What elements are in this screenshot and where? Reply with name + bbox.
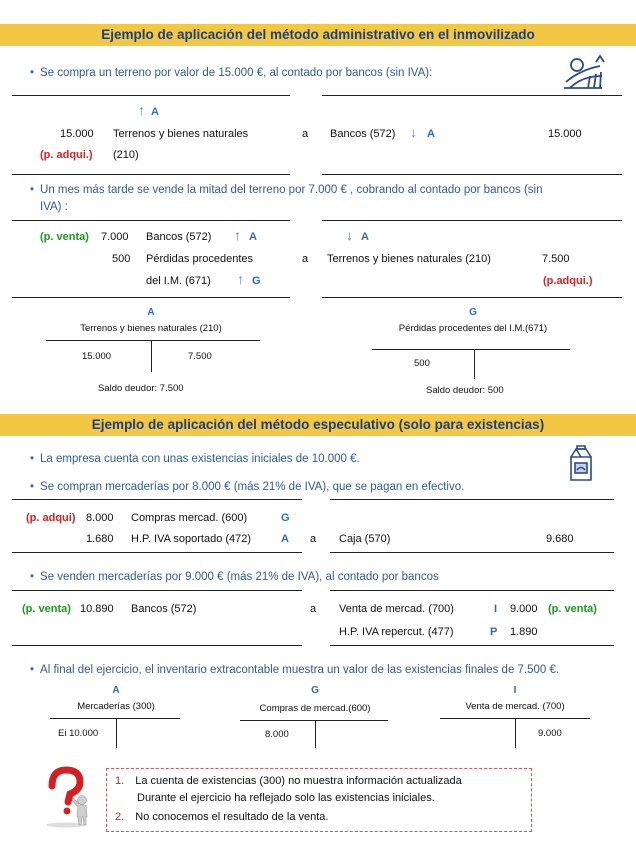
connector-a: a	[310, 603, 317, 615]
account-name: Terrenos y bienes naturales (210)	[327, 253, 491, 265]
t-account-name: Venta de mercad. (700)	[465, 701, 565, 712]
bullet-4: • Se compran mercaderías por 8.000 € (más 21% de IVA), que se pagan en efectivo.	[30, 481, 465, 493]
account-name: Compras mercad. (600)	[131, 512, 248, 524]
letter-p: P	[490, 626, 498, 638]
note-1: 1. La cuenta de existencias (300) no muestra información actualizada	[115, 775, 462, 787]
letter-a: A	[151, 106, 159, 118]
account-name: H.P. IVA soportado (472)	[131, 533, 252, 545]
bullet-1: • Se compra un terreno por valor de 15.000 €, al contado por bancos (sin IVA):	[30, 67, 433, 79]
tag-p-venta: (p. venta)	[548, 603, 597, 615]
connector-a: a	[302, 128, 309, 140]
bullet-6: • Al final del ejercicio, el inventario extracontable muestra un valor de las existencias finales de 7.500 €.	[30, 664, 560, 676]
amount: 15.000	[60, 128, 94, 140]
account-name: del I.M. (671)	[146, 275, 211, 287]
bullet-2-cont: IVA) :	[40, 201, 68, 213]
t-account-balance: Saldo deudor: 7.500	[98, 383, 184, 394]
connector-a: a	[302, 253, 309, 265]
t-account-letter: I	[513, 685, 517, 696]
amount: 7.500	[542, 253, 570, 265]
amount: 9.000	[510, 603, 538, 615]
section1-title: Ejemplo de aplicación del método administrativo en el inmovilizado	[0, 24, 636, 46]
amount: 15.000	[548, 128, 582, 140]
t-account-credit: 9.000	[538, 728, 562, 739]
letter-i: I	[494, 603, 498, 615]
amount: 10.890	[80, 603, 114, 615]
tag-p-venta: (p. venta)	[22, 603, 71, 615]
t-account-letter: G	[469, 307, 477, 318]
land-icon	[560, 52, 606, 92]
arrow-down-icon: ↓	[410, 124, 417, 140]
bullet-3: • La empresa cuenta con unas existencias iniciales de 10.000 €.	[30, 453, 360, 465]
arrow-up-icon: ↑	[234, 227, 241, 243]
arrow-down-icon: ↓	[346, 227, 353, 243]
account-name: Venta de mercad. (700)	[339, 603, 454, 615]
arrow-up-icon: ↑	[237, 271, 244, 287]
amount: 9.680	[546, 533, 574, 545]
letter-a: A	[249, 231, 257, 243]
tag-p-venta: (p. venta)	[40, 231, 89, 243]
letter-a: A	[361, 231, 369, 243]
t-account-name: Mercaderías (300)	[77, 701, 155, 712]
arrow-up-icon: ↑	[138, 102, 145, 118]
bullet-5: • Se venden mercaderías por 9.000 € (más 21% de IVA), al contado por bancos	[30, 571, 439, 583]
t-account-debit: Ei 10.000	[58, 728, 99, 739]
account-code: (210)	[113, 149, 139, 161]
t-account-name: Pérdidas procedentes del I.M.(671)	[398, 323, 548, 334]
letter-a: A	[281, 533, 289, 545]
account-name: Terrenos y bienes naturales	[113, 128, 249, 140]
t-account-debit: 8.000	[265, 729, 289, 740]
t-account-balance: Saldo deudor: 500	[426, 385, 504, 396]
amount: 7.000	[101, 231, 129, 243]
account-name: Bancos (572)	[131, 603, 197, 615]
t-account-name: Compras de mercad.(600)	[259, 703, 371, 714]
account-name: Pérdidas procedentes	[146, 253, 254, 265]
amount: 500	[112, 253, 131, 265]
connector-a: a	[310, 533, 317, 545]
notes-box	[106, 768, 532, 832]
account-name: Caja (570)	[339, 533, 391, 545]
letter-g: G	[281, 512, 290, 524]
t-account-name: Terrenos y bienes naturales (210)	[80, 323, 222, 334]
section2-title: Ejemplo de aplicación del método especulativo (solo para existencias)	[0, 414, 636, 436]
account-name: Bancos (572)	[330, 128, 396, 140]
note-1-cont: Durante el ejercicio ha reflejado solo las existencias iniciales.	[137, 792, 435, 804]
tag-p-adqui: (p. adqui.)	[40, 149, 93, 161]
account-name: H.P. IVA repercut. (477)	[339, 626, 454, 638]
t-account-letter: G	[311, 685, 319, 696]
note-2: 2. No conocemos el resultado de la venta.	[115, 811, 329, 823]
account-name: Bancos (572)	[146, 231, 212, 243]
question-figure-icon	[38, 764, 94, 828]
t-account-debit: 15.000	[82, 351, 112, 362]
letter-g: G	[252, 275, 261, 287]
amount: 1.890	[510, 626, 538, 638]
t-account-letter: A	[147, 307, 155, 318]
t-account-debit: 500	[414, 358, 430, 369]
t-account-letter: A	[112, 685, 120, 696]
milk-carton-icon	[566, 445, 596, 483]
bullet-2: • Un mes más tarde se vende la mitad del terreno por 7.000 € , cobrando al contado por bancos (sin	[30, 184, 543, 196]
amount: 8.000	[86, 512, 114, 524]
tag-p-adqui: (p.adqui.)	[543, 275, 593, 287]
amount: 1.680	[86, 533, 114, 545]
letter-a: A	[427, 128, 435, 140]
t-account-credit: 7.500	[188, 351, 212, 362]
tag-p-adqui: (p. adqui)	[26, 512, 76, 524]
